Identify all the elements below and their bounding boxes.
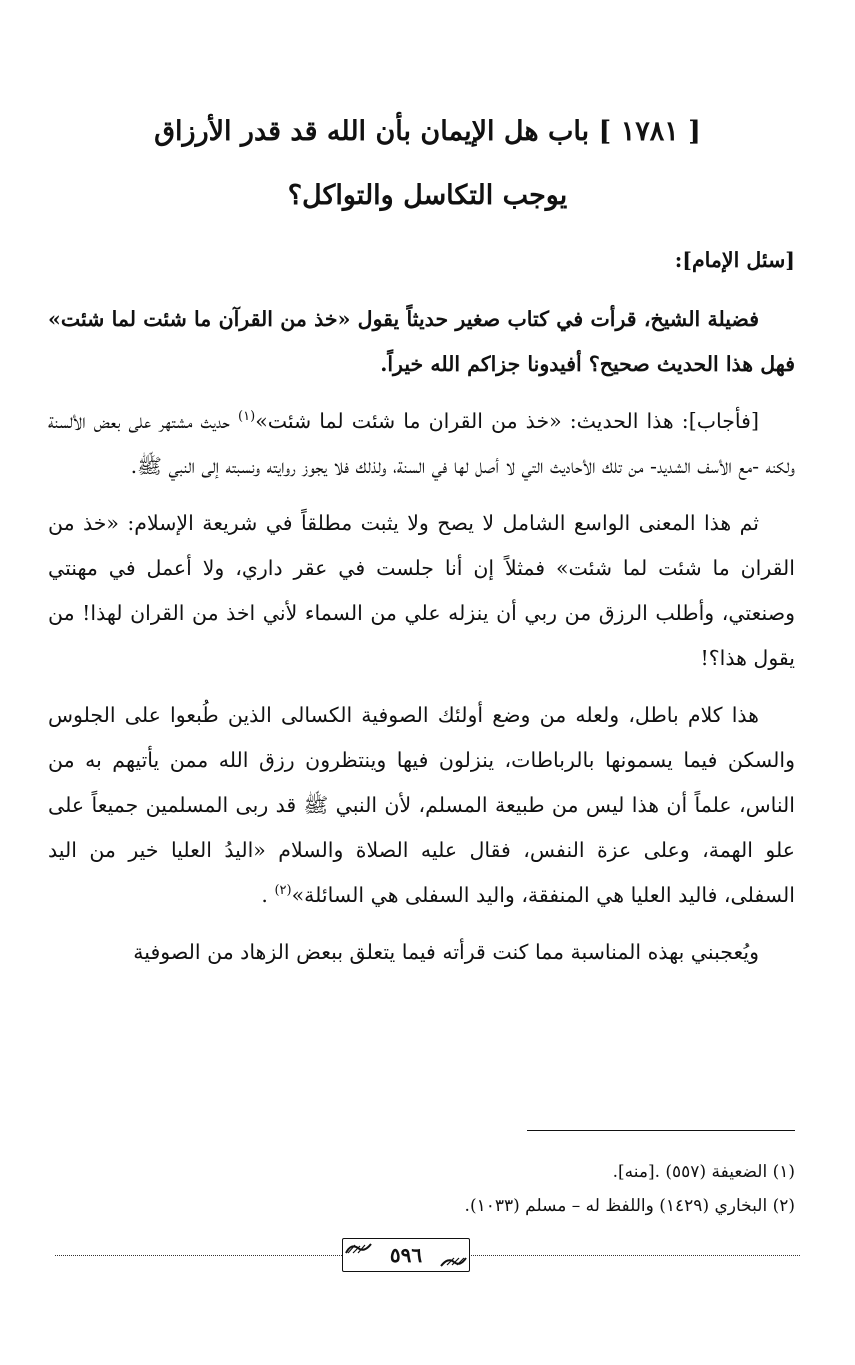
answer-paragraph-3 [48,693,795,918]
footnote-ref-2: (٢) [274,883,292,899]
chapter-title-line-2: يوجب التكاسل والتواكل؟ [287,180,568,211]
question-label: [سئل الإمام]: [674,248,795,272]
page-number-frame [342,1238,470,1272]
answer-paragraph-4: ويُعجبني بهذه المناسبة مما كنت قرأته فيما يتعلق ببعض الزهاد من الصوفية [133,940,759,964]
footnote-2: (٢) البخاري (١٤٢٩) واللفظ له – مسلم (١٠٣٣). [464,1196,795,1216]
footnote-separator [527,1130,795,1131]
question-text: فضيلة الشيخ، قرأت في كتاب صغير حديثاً يقول «خذ من القرآن ما شئت لما شئت» فهل هذا الحديث صحيح؟ أفيدونا جزاكم الله خيراً. [48,307,795,376]
page-number: ٥٩٦ [389,1243,423,1267]
footnote-1: (١) الضعيفة (٥٥٧) .[منه]. [612,1162,795,1182]
chapter-title-line-1: [ ١٧٨١ ] باب هل الإيمان بأن الله قد قدر الأرزاق [154,116,701,147]
answer-p3-end: . [261,883,275,907]
answer-paragraph-1 [48,399,795,489]
answer-p1-start: [فأجاب]: هذا الحديث: «خذ من القران ما شئت لما شئت» [255,409,759,433]
footnotes [60,1155,795,1223]
body-text [48,238,795,987]
chapter-title [60,100,795,228]
footnote-ref-1: (١) [238,409,256,425]
answer-paragraph-2: ثم هذا المعنى الواسع الشامل لا يصح ولا يثبت مطلقاً في شريعة الإسلام: «خذ من القران ما شئت لما شئت» فمثلاً إن أنا جلست في عقر داري، ولا أعمل في مهنتي وصنعتي، وأطلب الرزق من ربي أن ينزله علي من السماء لأني اخذ من القران لهذا! من يقول هذا؟! [48,511,795,670]
answer-p3-start: هذا كلام باطل، ولعله من وضع أولئك الصوفية الكسالى الذين طُبعوا على الجلوس والسكن فيما يسمونها بالرباطات، ينزلون فيها وينتظرون رزق الله ممن يأتيهم به من الناس، علماً أن هذا ليس من طبيعة المسلم، لأن النبي ﷺ قد ربى المسلمين جميعاً على علو الهمة، وعلى عزة النفس، فقال عليه الصلاة والسلام «اليدُ العليا خير من اليد السفلى، فاليد العليا هي المنفقة، واليد السفلى هي السائلة» [48,703,795,907]
answer-p1-rest: حديث مشتهر على بعض الألسنة ولكنه -مع الأسف الشديد- من تلك الأحاديث التي لا أصل لها في السنة، ولذلك فلا يجوز روايته ونسبته إلى النبي ﷺ. [48,409,795,478]
